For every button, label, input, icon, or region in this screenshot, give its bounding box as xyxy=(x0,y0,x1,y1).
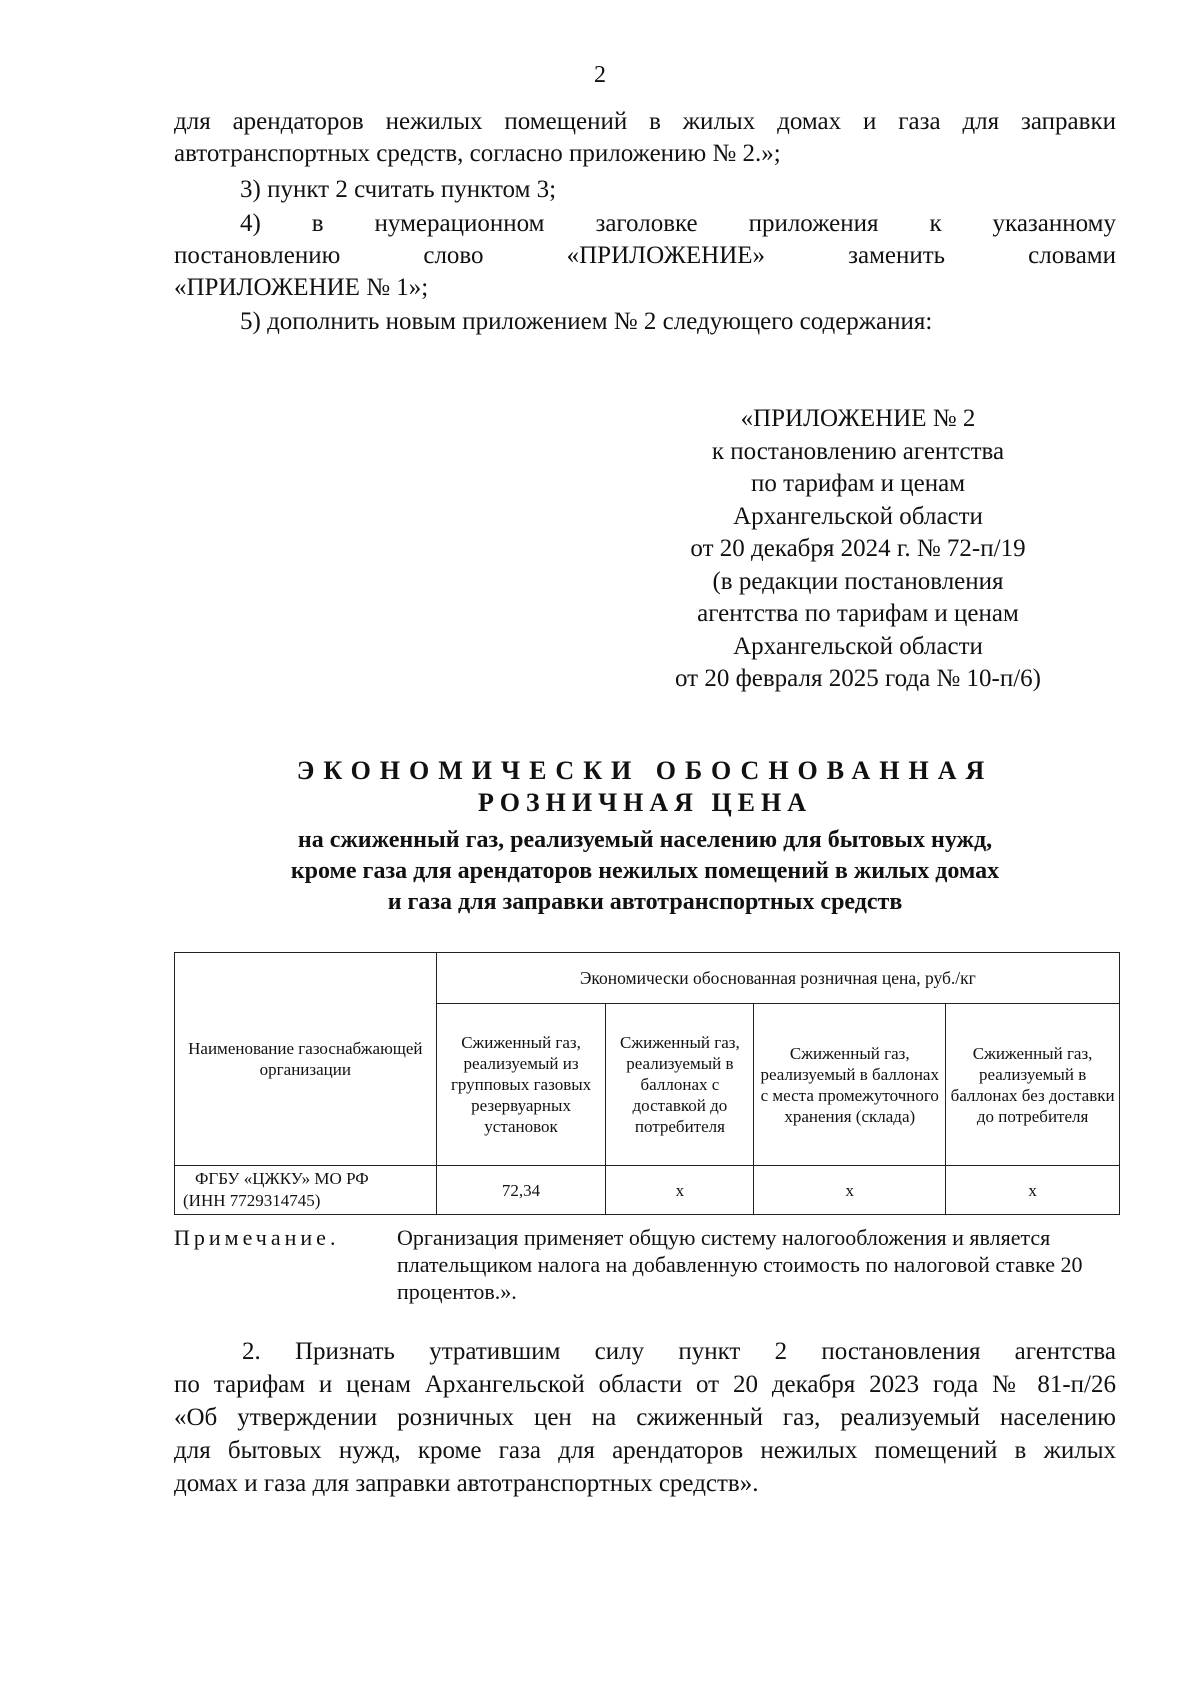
price-table xyxy=(174,952,1120,1215)
header-col-2: Сжиженный газ, реализуемый в баллонах с доставкой до потребителя xyxy=(606,1004,754,1166)
appendix-header xyxy=(600,403,1116,696)
header-col-4: Сжиженный газ, реализуемый в баллонах без доставки до потребителя xyxy=(946,1004,1120,1166)
appendix-line: от 20 декабря 2024 г. № 72-п/19 xyxy=(690,535,1026,562)
appendix-line: по тарифам и ценам xyxy=(750,470,966,497)
cell-value-2: х xyxy=(606,1166,754,1215)
cell-value-3: х xyxy=(754,1166,946,1215)
item-4-line-3: «ПРИЛОЖЕНИЕ № 1»; xyxy=(174,274,429,301)
section-2 xyxy=(174,1335,1116,1500)
section-2-line: домах и газа для заправки автотранспортных средств». xyxy=(174,1470,759,1497)
document-title-line-1: ЭКОНОМИЧЕСКИ ОБОСНОВАННАЯ xyxy=(296,756,994,785)
subtitle-line-1: на сжиженный газ, реализуемый населению для бытовых нужд, xyxy=(297,827,993,853)
page-number: 2 xyxy=(594,62,606,88)
item-4-line-1: 4) в нумерационном заголовке приложения к указанному xyxy=(240,210,1116,237)
appendix-line: «ПРИЛОЖЕНИЕ № 2 xyxy=(740,405,976,432)
cell-value-1: 72,34 xyxy=(436,1166,606,1215)
section-2-line: для бытовых нужд, кроме газа для арендаторов нежилых помещений в жилых xyxy=(174,1437,1116,1464)
subtitle-line-3: и газа для заправки автотранспортных средств xyxy=(387,889,903,915)
header-col-1: Сжиженный газ, реализуемый из групповых газовых резервуарных установок xyxy=(436,1004,606,1166)
intro-line-1: для арендаторов нежилых помещений в жилых домах и газа для заправки xyxy=(174,108,1116,135)
org-inn: (ИНН 7729314745) xyxy=(183,1191,321,1210)
section-2-line: 2. Признать утратившим силу пункт 2 постановления агентства xyxy=(242,1338,1116,1365)
appendix-line: от 20 февраля 2025 года № 10-п/6) xyxy=(674,665,1042,692)
header-price-group: Экономически обоснованная розничная цена, руб./кг xyxy=(436,953,1119,1004)
document-title-line-2: РОЗНИЧНАЯ ЦЕНА xyxy=(477,788,813,817)
cell-org xyxy=(175,1166,437,1215)
appendix-line: к постановлению агентства xyxy=(711,437,1005,465)
appendix-line: Архангельской области xyxy=(733,632,983,660)
section-2-line: «Об утверждении розничных цен на сжиженный газ, реализуемый населению xyxy=(174,1404,1116,1431)
intro-line-2: автотранспортных средств, согласно приложению № 2.»; xyxy=(174,140,781,167)
header-col-3: Сжиженный газ, реализуемый в баллонах с места промежуточного хранения (склада) xyxy=(754,1004,946,1166)
section-2-line: по тарифам и ценам Архангельской области от 20 декабря 2023 года № 81-п/26 xyxy=(174,1371,1116,1398)
appendix-line: (в редакции постановления xyxy=(712,567,1004,595)
item-5: 5) дополнить новым приложением № 2 следующего содержания: xyxy=(240,308,933,335)
item-4-line-2: постановлению слово «ПРИЛОЖЕНИЕ» заменить словами xyxy=(174,242,1116,269)
appendix-line: агентства по тарифам и ценам xyxy=(697,600,1019,627)
note-label: Примечание. xyxy=(174,1225,340,1250)
header-org: Наименование газоснабжающей организации xyxy=(175,953,437,1166)
table-header-row xyxy=(175,953,1120,1004)
item-3: 3) пункт 2 считать пунктом 3; xyxy=(240,176,557,203)
subtitle-line-2: кроме газа для арендаторов нежилых помещений в жилых домах xyxy=(290,858,1000,884)
appendix-line: Архангельской области xyxy=(733,502,983,530)
cell-value-4: х xyxy=(946,1166,1120,1215)
note-text: Организация применяет общую систему налогообложения и является плательщиком налога на добавленную стоимость по налоговой ставке 20 процентов.». xyxy=(397,1225,1083,1304)
org-name: ФГБУ «ЦЖКУ» МО РФ xyxy=(195,1169,369,1188)
table-row xyxy=(175,1166,1120,1215)
document-subtitle xyxy=(174,825,1116,918)
